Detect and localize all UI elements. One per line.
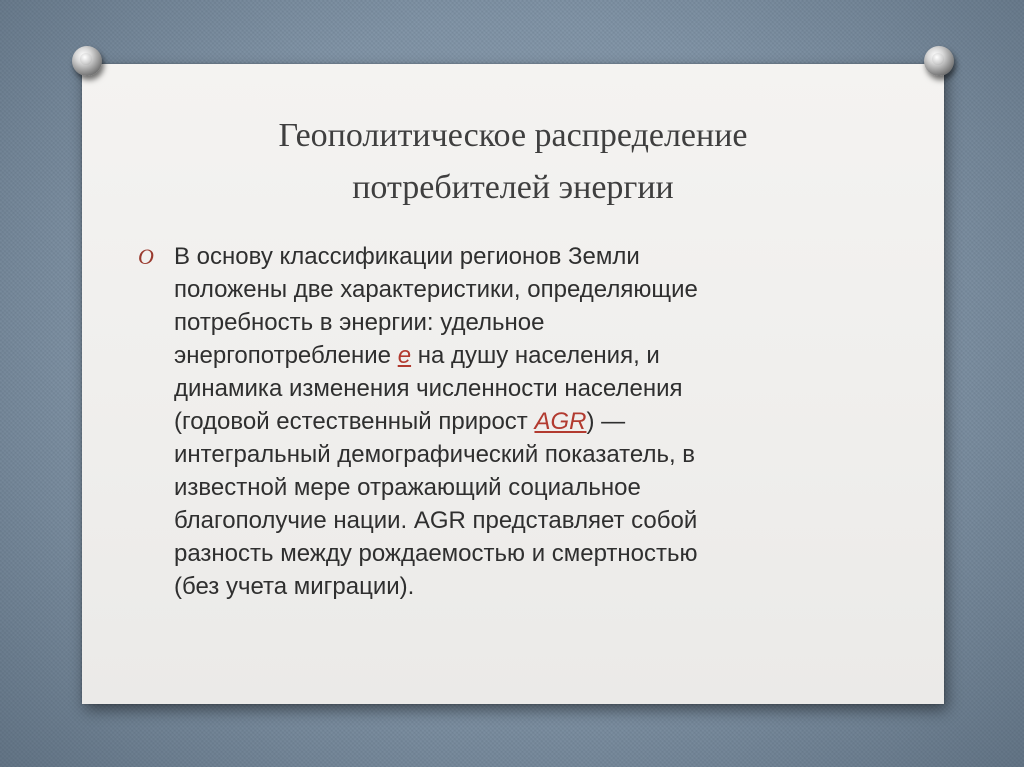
- bullet-marker-icon: O: [138, 244, 154, 269]
- text-line: благополучие нации. AGR представляет собой: [174, 507, 698, 534]
- text-line: [174, 339, 874, 372]
- text-fragment: энергопотребление: [174, 342, 398, 369]
- variable-e-link[interactable]: e: [397, 342, 412, 369]
- text-fragment: на душу населения, и: [411, 342, 660, 369]
- variable-agr-link[interactable]: AGR: [534, 408, 587, 435]
- text-line: разность между рождаемостью и смертностью: [174, 540, 698, 567]
- slide-title: [150, 110, 876, 214]
- text-line: потребность в энергии: удельное: [174, 309, 545, 336]
- text-fragment: ) —: [586, 408, 626, 435]
- pushpin-icon: [924, 46, 954, 76]
- text-line: (без учета миграции).: [174, 573, 415, 600]
- text-line: известной мере отражающий социальное: [174, 474, 641, 501]
- pushpin-icon: [72, 46, 102, 76]
- bullet-text: [174, 240, 874, 603]
- text-fragment: (годовой естественный прирост: [174, 408, 535, 435]
- text-line: интегральный демографический показатель, в: [174, 441, 696, 468]
- text-line: В основу классификации регионов Земли: [174, 243, 640, 270]
- text-line: положены две характеристики, определяющие: [174, 276, 698, 303]
- text-line: динамика изменения численности населения: [174, 375, 683, 402]
- text-line: [174, 405, 874, 438]
- title-line-2: потребителей энергии: [352, 169, 674, 206]
- title-line-1: Геополитическое распределение: [278, 117, 748, 154]
